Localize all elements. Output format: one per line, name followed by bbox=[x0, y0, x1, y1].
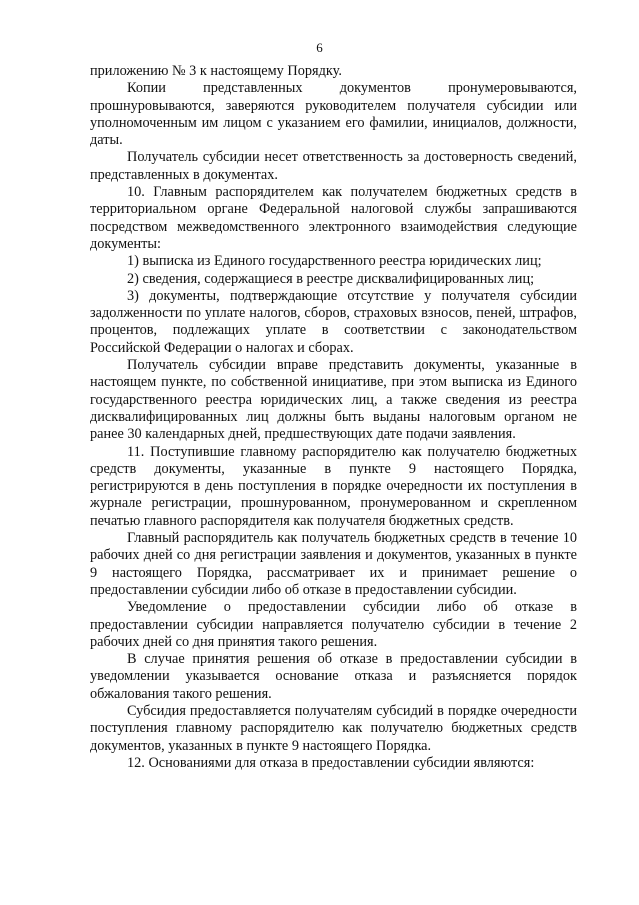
page-number: 6 bbox=[316, 40, 323, 55]
paragraph-clause-10: 10. Главным распорядителем как получателем бюджетных средств в территориальном органе Федеральной налоговой службы запрашиваются посредством межведомственного электронного взаимодействия следующие документы: bbox=[90, 184, 577, 252]
document-body bbox=[90, 63, 577, 772]
paragraph-notification: Уведомление о предоставлении субсидии либо об отказе в предоставлении субсидии направляется получателю субсидии в течение 2 рабочих дней со дня принятия такого решения. bbox=[90, 599, 577, 650]
paragraph-refusal-reason: В случае принятия решения об отказе в предоставлении субсидии в уведомлении указывается основание отказа и разъясняется порядок обжалования такого решения. bbox=[90, 651, 577, 702]
list-item-2: 2) сведения, содержащиеся в реестре дисквалифицированных лиц; bbox=[127, 270, 535, 287]
list-item-3: 3) документы, подтверждающие отсутствие у получателя субсидии задолженности по уплате налогов, сборов, страховых взносов, пеней, штрафов, процентов, подлежащих уплате в соответствии с законодательством Российской Федерации о налогах и сборах. bbox=[90, 287, 577, 356]
paragraph-review-period: Главный распорядитель как получатель бюджетных средств в течение 10 рабочих дней со дня регистрации заявления и документов, указанных в пункте 9 настоящего Порядка, рассматривает их и принимает решение о предоставлении субсидии либо об отказе в предоставлении субсидии. bbox=[90, 530, 577, 598]
paragraph-copies: Копии представленных документов пронумеровываются, прошнуровываются, заверяются руководителем получателя субсидии или уполномоченным им лицом с указанием его фамилии, инициалов, должности, даты. bbox=[90, 80, 577, 149]
paragraph-queue-order: Субсидия предоставляется получателям субсидий в порядке очередности поступления главному распорядителю как получателю бюджетных средств документов, указанных в пункте 9 настоящего Порядка. bbox=[90, 702, 577, 754]
paragraph-continuation: приложению № 3 к настоящему Порядку. bbox=[90, 63, 342, 79]
list-item-1: 1) выписка из Единого государственного реестра юридических лиц; bbox=[127, 253, 542, 270]
paragraph-own-initiative: Получатель субсидии вправе представить документы, указанные в настоящем пункте, по собственной инициативе, при этом выписка из Единого государственного реестра юридических лиц, а также сведения из реестра дисквалифицированных лиц должны быть выданы налоговым органом не ранее 30 календарных дней, предшествующих дате подачи заявления. bbox=[90, 357, 577, 443]
paragraph-responsibility: Получатель субсидии несет ответственность за достоверность сведений, представленных в документах. bbox=[90, 149, 577, 183]
paragraph-clause-12: 12. Основаниями для отказа в предоставлении субсидии являются: bbox=[127, 754, 535, 771]
paragraph-clause-11: 11. Поступившие главному распорядителю как получателю бюджетных средств документы, указанные в пункте 9 настоящего Порядка, регистрируются в день поступления в порядке очередности их поступления в журнале регистрации, прошнурованном, пронумерованном и скрепленном печатью главного распорядителя как получателя бюджетных средств. bbox=[90, 443, 577, 529]
